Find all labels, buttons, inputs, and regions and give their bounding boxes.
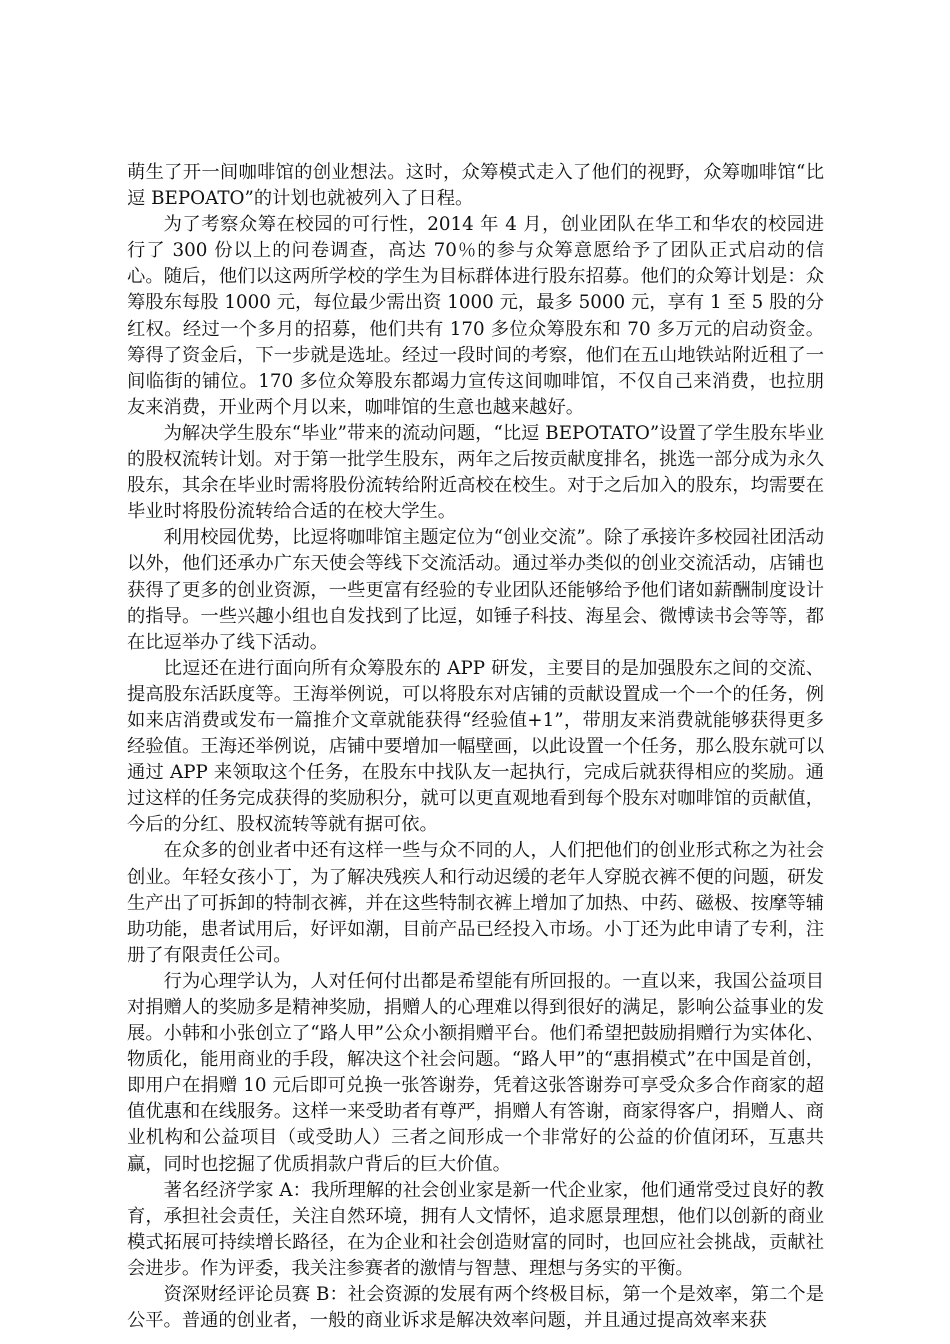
paragraph-4: 利用校园优势，比逗将咖啡馆主题定位为“创业交流”。除了承接许多校园社团活动以外，他们还承办广东天使会等线下交流活动。通过举办类似的创业交流活动，店铺也获得了更多的创业资源，一些更富有经验的专业团队还能够给予他们诸如薪酬制度设计的指导。一些兴趣小组也自发找到了比逗，如锤子科技、海星会、微博读书会等等，都在比逗举办了线下活动。 (127, 527, 824, 653)
paragraph-5: 比逗还在进行面向所有众筹股东的 APP 研发，主要目的是加强股东之间的交流、提高股东活跃度等。王海举例说，可以将股东对店铺的贡献设置成一个一个的任务，例如来店消费或发布一篇推介文章就能获得“经验值+1”，带朋友来消费就能够获得更多经验值。王海还举例说，店铺中要增加一幅壁画，以此设置一个任务，那么股东就可以通过 APP 来领取这个任务，在股东中找队友一起执行，完成后就获得相应的奖励。通过这样的任务完成获得的奖励积分，就可以更直观地看到每个股东对咖啡馆的贡献值，今后的分红、股权流转等就有据可依。 (127, 657, 824, 836)
paragraph-1: 萌生了开一间咖啡馆的创业想法。这时，众筹模式走入了他们的视野，众筹咖啡馆“比逗 BEPOATO”的计划也就被列入了日程。 (127, 162, 824, 210)
paragraph-3: 为解决学生股东“毕业”带来的流动问题，“比逗 BEPOTATO”设置了学生股东毕业的股权流转计划。对于第一批学生股东，两年之后按贡献度排名，挑选一部分成为永久股东，其余在毕业时需将股份流转给附近高校在校生。对于之后加入的股东，均需要在毕业时将股份流转给合适的在校大学生。 (127, 422, 824, 523)
paragraph-2: 为了考察众筹在校园的可行性，2014 年 4 月，创业团队在华工和华农的校园进行了 300 份以上的问卷调查，高达 70％的参与众筹意愿给予了团队正式启动的信心。随后，他们以这两所学校的学生为目标群体进行股东招募。他们的众筹计划是：众筹股东每股 1000 元，每位最少需出资 1000 元，最多 5000 元，享有 1 至 5 股的分红权。经过一个多月的招募，他们共有 170 多位众筹股东和 70 多万元的启动资金。筹得了资金后，下一步就是选址。经过一段时间的考察，他们在五山地铁站附近租了一间临街的铺位。170 多位众筹股东都竭力宣传这间咖啡馆，不仅自己来消费，也拉朋友来消费，开业两个月以来，咖啡馆的生意也越来越好。 (127, 214, 824, 418)
paragraph-8: 著名经济学家 A：我所理解的社会创业家是新一代企业家，他们通常受过良好的教育，承担社会责任，关注自然环境，拥有人文情怀，追求愿景理想，他们以创新的商业模式拓展可持续增长路径，在为企业和社会创造财富的同时，也回应社会挑战，贡献社会进步。作为评委，我关注参赛者的激情与智慧、理想与务实的平衡。 (127, 1179, 824, 1279)
paragraph-9: 资深财经评论员赛 B：社会资源的发展有两个终极目标，第一个是效率，第二个是公平。普通的创业者，一般的商业诉求是解决效率问题，并且通过提高效率来获 (127, 1284, 824, 1332)
paragraph-7: 行为心理学认为，人对任何付出都是希望能有所回报的。一直以来，我国公益项目对捐赠人的奖励多是精神奖励，捐赠人的心理难以得到很好的满足，影响公益事业的发展。小韩和小张创立了“路人甲”公众小额捐赠平台。他们希望把鼓励捐赠行为实体化、物质化，能用商业的手段，解决这个社会问题。“路人甲”的“惠捐模式”在中国是首创，即用户在捐赠 10 元后即可兑换一张答谢券，凭着这张答谢券可享受众多合作商家的超值优惠和在线服务。这样一来受助者有尊严，捐赠人有答谢，商家得客户，捐赠人、商业机构和公益项目（或受助人）三者之间形成一个非常好的公益的价值闭环，互惠共赢，同时也挖掘了优质捐款户背后的巨大价值。 (127, 970, 824, 1175)
document-page (127, 160, 824, 1334)
paragraph-6: 在众多的创业者中还有这样一些与众不同的人，人们把他们的创业形式称之为社会创业。年轻女孩小丁，为了解决残疾人和行动迟缓的老年人穿脱衣裤不便的问题，研发生产出了可拆卸的特制衣裤，并在这些特制衣裤上增加了加热、中药、磁极、按摩等辅助功能，患者试用后，好评如潮，目前产品已经投入市场。小丁还为此申请了专利，注册了有限责任公司。 (127, 840, 824, 966)
